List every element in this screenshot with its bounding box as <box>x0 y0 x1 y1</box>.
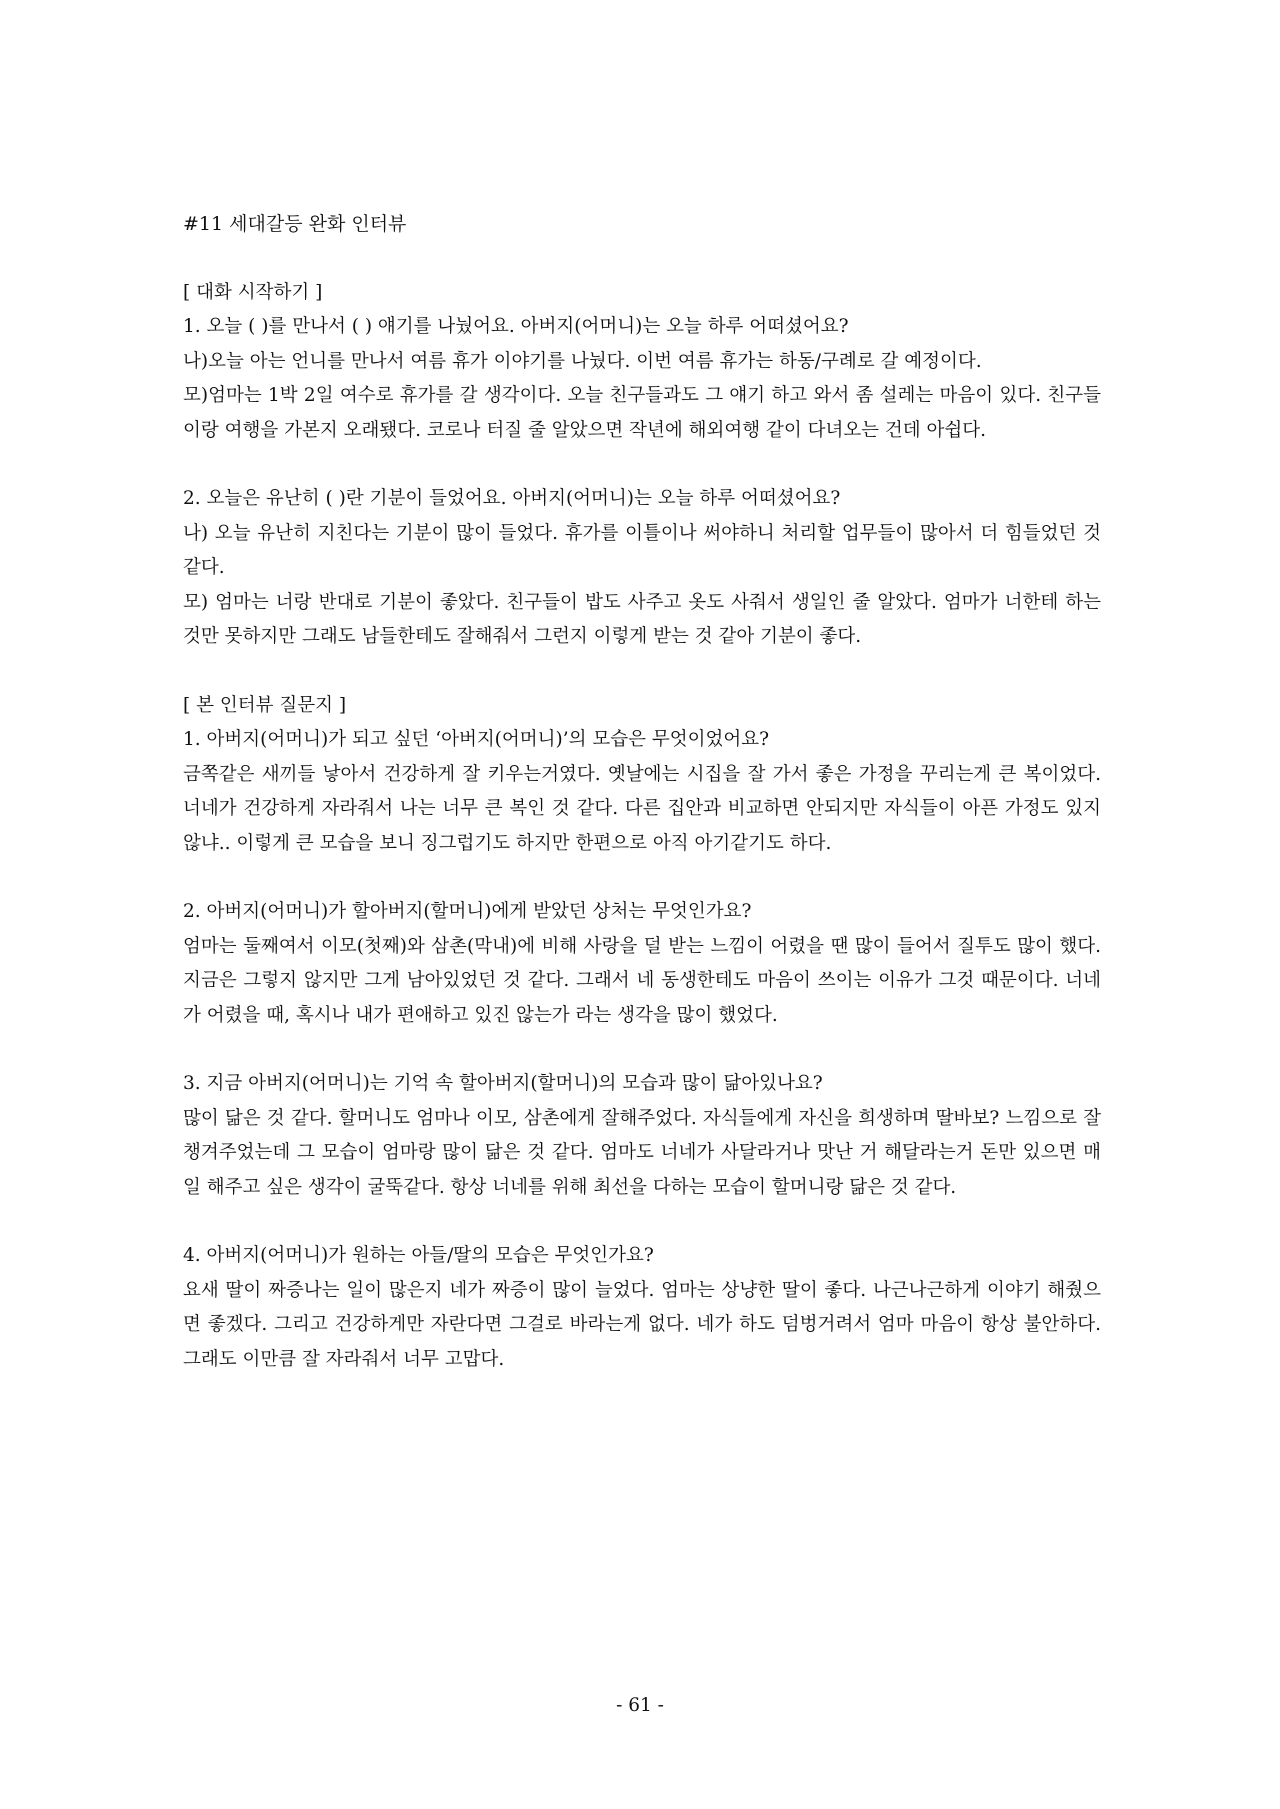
answer-na: 나)오늘 아는 언니를 만나서 여름 휴가 이야기를 나눴다. 이번 여름 휴가는 하동/구례로 갈 예정이다. <box>183 350 982 372</box>
document-body <box>183 207 1101 1377</box>
answer-mo: 모) 엄마는 너랑 반대로 기분이 좋았다. 친구들이 밥도 사주고 옷도 사줘서 생일인 줄 알았다. 엄마가 너한테 하는 것만 못하지만 그래도 남들한테도 잘해줘서 그런지 이렇게 받는 것 같아 기분이 좋다. <box>183 591 1101 647</box>
page-number: - 61 - <box>616 1695 664 1716</box>
interview-question-1: 1. 아버지(어머니)가 되고 싶던 ‘아버지(어머니)’의 모습은 무엇이었어요? <box>183 729 770 750</box>
question-2: 2. 오늘은 유난히 ( )란 기분이 들었어요. 아버지(어머니)는 오늘 하루 어떠셨어요? <box>183 488 841 509</box>
interview-answer-3: 많이 닮은 것 같다. 할머니도 엄마나 이모, 삼촌에게 잘해주었다. 자식들에게 자신을 희생하며 딸바보? 느낌으로 잘 챙겨주었는데 그 모습이 엄마랑 많이 닮은 것 같다. 엄마도 너네가 사달라거나 맛난 거 해달라는거 돈만 있으면 매일 해주고 싶은 생각이 굴뚝같다. 항상 너네를 위해 최선을 다하는 모습이 할머니랑 닮은 것 같다. <box>183 1107 1101 1198</box>
interview-answer-4: 요새 딸이 짜증나는 일이 많은지 네가 짜증이 많이 늘었다. 엄마는 상냥한 딸이 좋다. 나근나근하게 이야기 해줬으면 좋겠다. 그리고 건강하게만 자란다면 그걸로 바라는게 없다. 네가 하도 덤벙거려서 엄마 마음이 항상 불안하다. 그래도 이만큼 잘 자라줘서 너무 고맙다. <box>183 1279 1101 1370</box>
answer-mo: 모)엄마는 1박 2일 여수로 휴가를 갈 생각이다. 오늘 친구들과도 그 얘기 하고 와서 좀 설레는 마음이 있다. 친구들이랑 여행을 가본지 오래됐다. 코로나 터질 줄 알았으면 작년에 해외여행 같이 다녀오는 건데 아쉽다. <box>183 385 1101 441</box>
spacer <box>183 448 1101 482</box>
spacer <box>183 655 1101 689</box>
document-title: #11 세대갈등 완화 인터뷰 <box>183 213 407 235</box>
answer-na: 나) 오늘 유난히 지친다는 기분이 많이 들었다. 휴가를 이틀이나 써야하니 처리할 업무들이 많아서 더 힘들었던 것 같다. <box>183 522 1101 578</box>
section-heading-interview-questions: [ 본 인터뷰 질문지 ] <box>183 694 347 716</box>
spacer <box>183 861 1101 895</box>
interview-question-2: 2. 아버지(어머니)가 할아버지(할머니)에게 받았던 상처는 무엇인가요? <box>183 901 752 922</box>
interview-question-3: 3. 지금 아버지(어머니)는 기억 속 할아버지(할머니)의 모습과 많이 닮아있나요? <box>183 1073 823 1094</box>
section-heading-conversation-start: [ 대화 시작하기 ] <box>183 281 323 303</box>
spacer <box>183 1033 1101 1067</box>
interview-answer-2: 엄마는 둘째여서 이모(첫째)와 삼촌(막내)에 비해 사랑을 덜 받는 느낌이 어렸을 땐 많이 들어서 질투도 많이 했다. 지금은 그렇지 않지만 그게 남아있었던 것 같다. 그래서 네 동생한테도 마음이 쓰이는 이유가 그것 때문이다. 너네가 어렸을 때, 혹시나 내가 편애하고 있진 않는가 라는 생각을 많이 했었다. <box>183 935 1101 1026</box>
spacer <box>183 1205 1101 1239</box>
interview-question-4: 4. 아버지(어머니)가 원하는 아들/딸의 모습은 무엇인가요? <box>183 1245 654 1266</box>
interview-answer-1: 금쪽같은 새끼들 낳아서 건강하게 잘 키우는거였다. 옛날에는 시집을 잘 가서 좋은 가정을 꾸리는게 큰 복이었다. 너네가 건강하게 자라줘서 나는 너무 큰 복인 것 같다. 다른 집안과 비교하면 안되지만 자식들이 아픈 가정도 있지 않냐.. 이렇게 큰 모습을 보니 징그럽기도 하지만 한편으로 아직 아기같기도 하다. <box>183 763 1101 854</box>
question-1: 1. 오늘 ( )를 만나서 ( ) 얘기를 나눴어요. 아버지(어머니)는 오늘 하루 어떠셨어요? <box>183 316 849 337</box>
